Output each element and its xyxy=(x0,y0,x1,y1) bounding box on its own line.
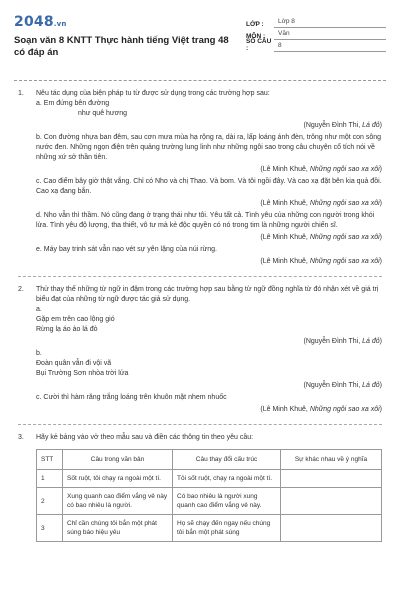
source-citation: (Lê Minh Khuê, Những ngôi sao xa xôi) xyxy=(260,234,382,241)
table-cell: Xung quanh cao điểm vắng vẻ này có bao nhiêu là người. xyxy=(63,488,173,515)
meta-info xyxy=(246,16,386,52)
answer-table xyxy=(36,449,382,542)
q1-b-text: b. Con đường nhựa ban đêm, sau cơn mưa mùa hạ rộng ra, dài ra, lấp loáng ánh đèn, trông như một con sông nước đen. Những ngọn điện trên quảng trường lung linh như những ngôi sao trong câu chuyện cổ tích nói về những xứ sở thần tiên. xyxy=(36,134,382,161)
table-row xyxy=(37,488,382,515)
question-number: 3. xyxy=(18,434,24,441)
meta-row-question-count: SỐ CÂU : 8 xyxy=(246,40,386,52)
source-citation: (Lê Minh Khuê, Những ngôi sao xa xôi) xyxy=(260,406,382,413)
table-header-cell: STT xyxy=(37,450,63,470)
document-title: Soạn văn 8 KNTT Thực hành tiếng Việt trang 48 có đáp án xyxy=(14,35,229,58)
q1-a-line1: a. Em đứng bên đường xyxy=(36,100,110,107)
source-citation: (Lê Minh Khuê, Những ngôi sao xa xôi) xyxy=(260,200,382,207)
meta-row-class: LỚP : Lớp 8 xyxy=(246,16,386,28)
q2-a-line2: Rừng lạ áo ào lá đỏ xyxy=(36,326,98,333)
meta-row-subject: MÔN : Văn xyxy=(246,28,386,40)
table-cell: 2 xyxy=(37,488,63,515)
table-cell: Chỉ cần chúng tôi bắn một phát súng báo hiệu yêu xyxy=(63,515,173,542)
question-prompt: Hãy kẻ bảng vào vở theo mẫu sau và điền các thông tin theo yêu cầu: xyxy=(36,434,254,441)
source-citation: (Lê Minh Khuê, Những ngôi sao xa xôi) xyxy=(260,258,382,265)
source-citation: (Nguyễn Đình Thi, Lá đỏ) xyxy=(303,382,382,389)
table-row xyxy=(37,470,382,488)
table-cell: Họ sẽ chạy đến ngay nếu chúng tôi bắn một phát súng xyxy=(173,515,281,542)
source-citation: (Lê Minh Khuê, Những ngôi sao xa xôi) xyxy=(260,166,382,173)
q2-b-label: b. xyxy=(36,350,42,357)
question-number: 2. xyxy=(18,286,24,293)
q1-c-text: c. Cao điểm bây giờ thật vắng. Chỉ có Nho và chị Thao. Và bom. Và tôi ngồi đây. Và cao xạ đặt bên kia quả đồi. Cao xạ đang bắn. xyxy=(36,178,382,195)
question-number: 1. xyxy=(18,90,24,97)
table-row xyxy=(37,515,382,542)
question-prompt: Thử thay thế những từ ngữ in đậm trong các trường hợp sau bằng từ ngữ đồng nghĩa từ đó nhận xét về giá trị biểu đạt của những từ ngữ được tác giả sử dụng. xyxy=(36,286,379,303)
document-header xyxy=(14,14,386,72)
q2-c-text: c. Cười thì hàm răng trắng loáng trên khuôn mặt nhem nhuốc xyxy=(36,394,227,401)
q1-e-text: e. Máy bay trinh sát vẫn nạo vét sự yên lặng của núi rừng. xyxy=(36,246,217,253)
table-cell xyxy=(281,488,382,515)
site-logo[interactable]: 2048.vn xyxy=(14,14,67,30)
q2-b-line1: Đoàn quân vẫn đi vội vã xyxy=(36,360,112,367)
question-prompt: Nêu tác dụng của biện pháp tu từ được sử dụng trong các trường hợp sau: xyxy=(36,90,270,97)
table-cell: Sốt ruột, tôi chạy ra ngoài một tí. xyxy=(63,470,173,488)
q2-b-line2: Bụi Trường Sơn nhòa trời lửa xyxy=(36,370,129,377)
q2-a-label: a. xyxy=(36,306,42,313)
q2-a-line1: Gặp em trên cao lộng gió xyxy=(36,316,115,323)
table-header-row xyxy=(37,450,382,470)
table-cell: 3 xyxy=(37,515,63,542)
question-1 xyxy=(18,89,382,269)
q1-a-line2: như quê hương xyxy=(78,110,127,117)
q1-d-text: d. Nho vẫn thì thầm. Nó cũng đang ở trạng thái như tôi. Yêu tất cả. Tình yêu của những con người trong khói lửa. Tình yêu độ lượng, tha thiết, vô tư mà kẻ độc quyền có nó trong tim là những người chiến sĩ. xyxy=(36,212,375,229)
table-header-cell: Sự khác nhau về ý nghĩa xyxy=(281,450,382,470)
brand-block xyxy=(14,14,229,59)
table-cell: Tôi sốt ruột, chạy ra ngoài một tí. xyxy=(173,470,281,488)
table-header-cell: Câu thay đổi cấu trúc xyxy=(173,450,281,470)
table-cell xyxy=(281,515,382,542)
table-cell: Có bao nhiêu là người xung quanh cao điểm vắng vẻ này. xyxy=(173,488,281,515)
source-citation: (Nguyễn Đình Thi, Lá đỏ) xyxy=(303,122,382,129)
question-3 xyxy=(18,433,382,542)
table-header-cell: Câu trong văn bản xyxy=(63,450,173,470)
document-content xyxy=(14,81,386,542)
table-cell: 1 xyxy=(37,470,63,488)
question-2 xyxy=(18,285,382,417)
table-cell xyxy=(281,470,382,488)
source-citation: (Nguyễn Đình Thi, Lá đỏ) xyxy=(303,338,382,345)
question-divider xyxy=(18,424,382,425)
question-divider xyxy=(18,276,382,277)
